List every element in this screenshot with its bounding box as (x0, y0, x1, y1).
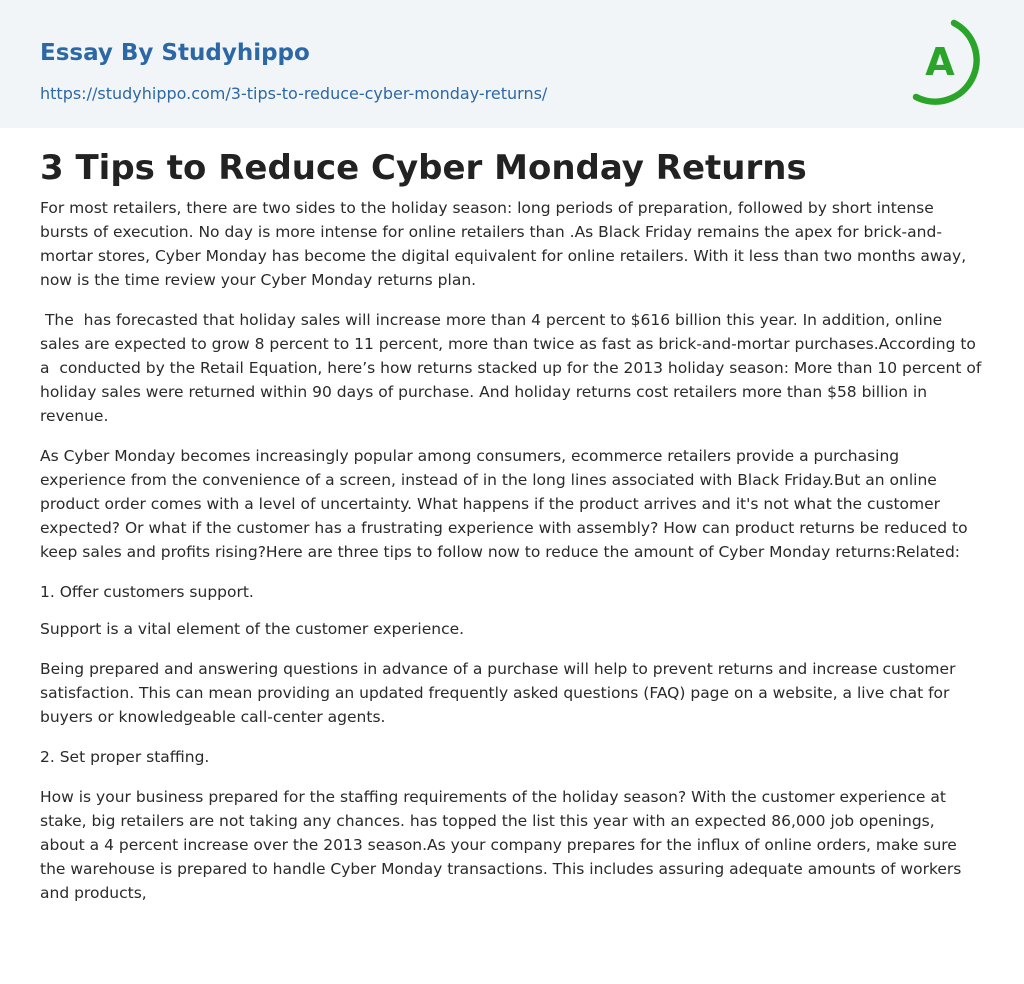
logo-letter: A (925, 40, 955, 84)
article-paragraph: For most retailers, there are two sides to the holiday season: long periods of preparation, followed by short intense bursts of execution. No day is more intense for online retailers than .As Black Friday remains the apex for brick-and-mortar stores, Cyber Monday has become the digital equivalent for online retailers. With it less than two months away, now is the time review your Cyber Monday returns plan. (40, 199, 967, 289)
article-paragraph: How is your business prepared for the staffing requirements of the holiday season? With the customer experience at stake, big retailers are not taking any chances. has topped the list this year with an expected 86,000 job openings, about a 4 percent increase over the 2013 season.As your company prepares for the influx of online orders, make sure the warehouse is prepared to handle Cyber Monday transactions. This includes assuring adequate amounts of workers and products, (40, 788, 962, 902)
article-paragraph: As Cyber Monday becomes increasingly popular among consumers, ecommerce retailers provide a purchasing experience from the convenience of a screen, instead of in the long lines associated with Black Friday.But an online product order comes with a level of uncertainty. What happens if the product arrives and it's not what the customer expected? Or what if the customer has a frustrating experience with assembly? How can product returns be reduced to keep sales and profits rising?Here are three tips to follow now to reduce the amount of Cyber Monday returns:Related: (40, 447, 968, 561)
article-paragraph: The has forecasted that holiday sales will increase more than 4 percent to $616 billion this year. In addition, online sales are expected to grow 8 percent to 11 percent, more than twice as fast as brick-and-mortar purchases.According to a conducted by the Retail Equation, here’s how returns stacked up for the 2013 holiday season: More than 10 percent of holiday sales were returned within 90 days of purchase. And holiday returns cost retailers more than $58 billion in revenue. (40, 311, 987, 425)
article-title: 3 Tips to Reduce Cyber Monday Returns (40, 148, 807, 188)
article-paragraph: Support is a vital element of the customer experience. (40, 620, 465, 638)
brand-title[interactable]: Essay By Studyhippo (40, 40, 310, 66)
studyhippo-logo-icon[interactable] (908, 18, 988, 106)
article (40, 146, 987, 921)
source-url-link[interactable]: https://studyhippo.com/3-tips-to-reduce-cyber-monday-returns/ (40, 84, 548, 103)
section-heading: 2. Set proper staffing. (40, 748, 210, 766)
site-header (0, 0, 1024, 128)
article-paragraph: Being prepared and answering questions in advance of a purchase will help to prevent returns and increase customer satisfaction. This can mean providing an updated frequently asked questions (FAQ) page on a website, a live chat for buyers or knowledgeable call-center agents. (40, 660, 956, 726)
section-heading: 1. Offer customers support. (40, 583, 254, 601)
